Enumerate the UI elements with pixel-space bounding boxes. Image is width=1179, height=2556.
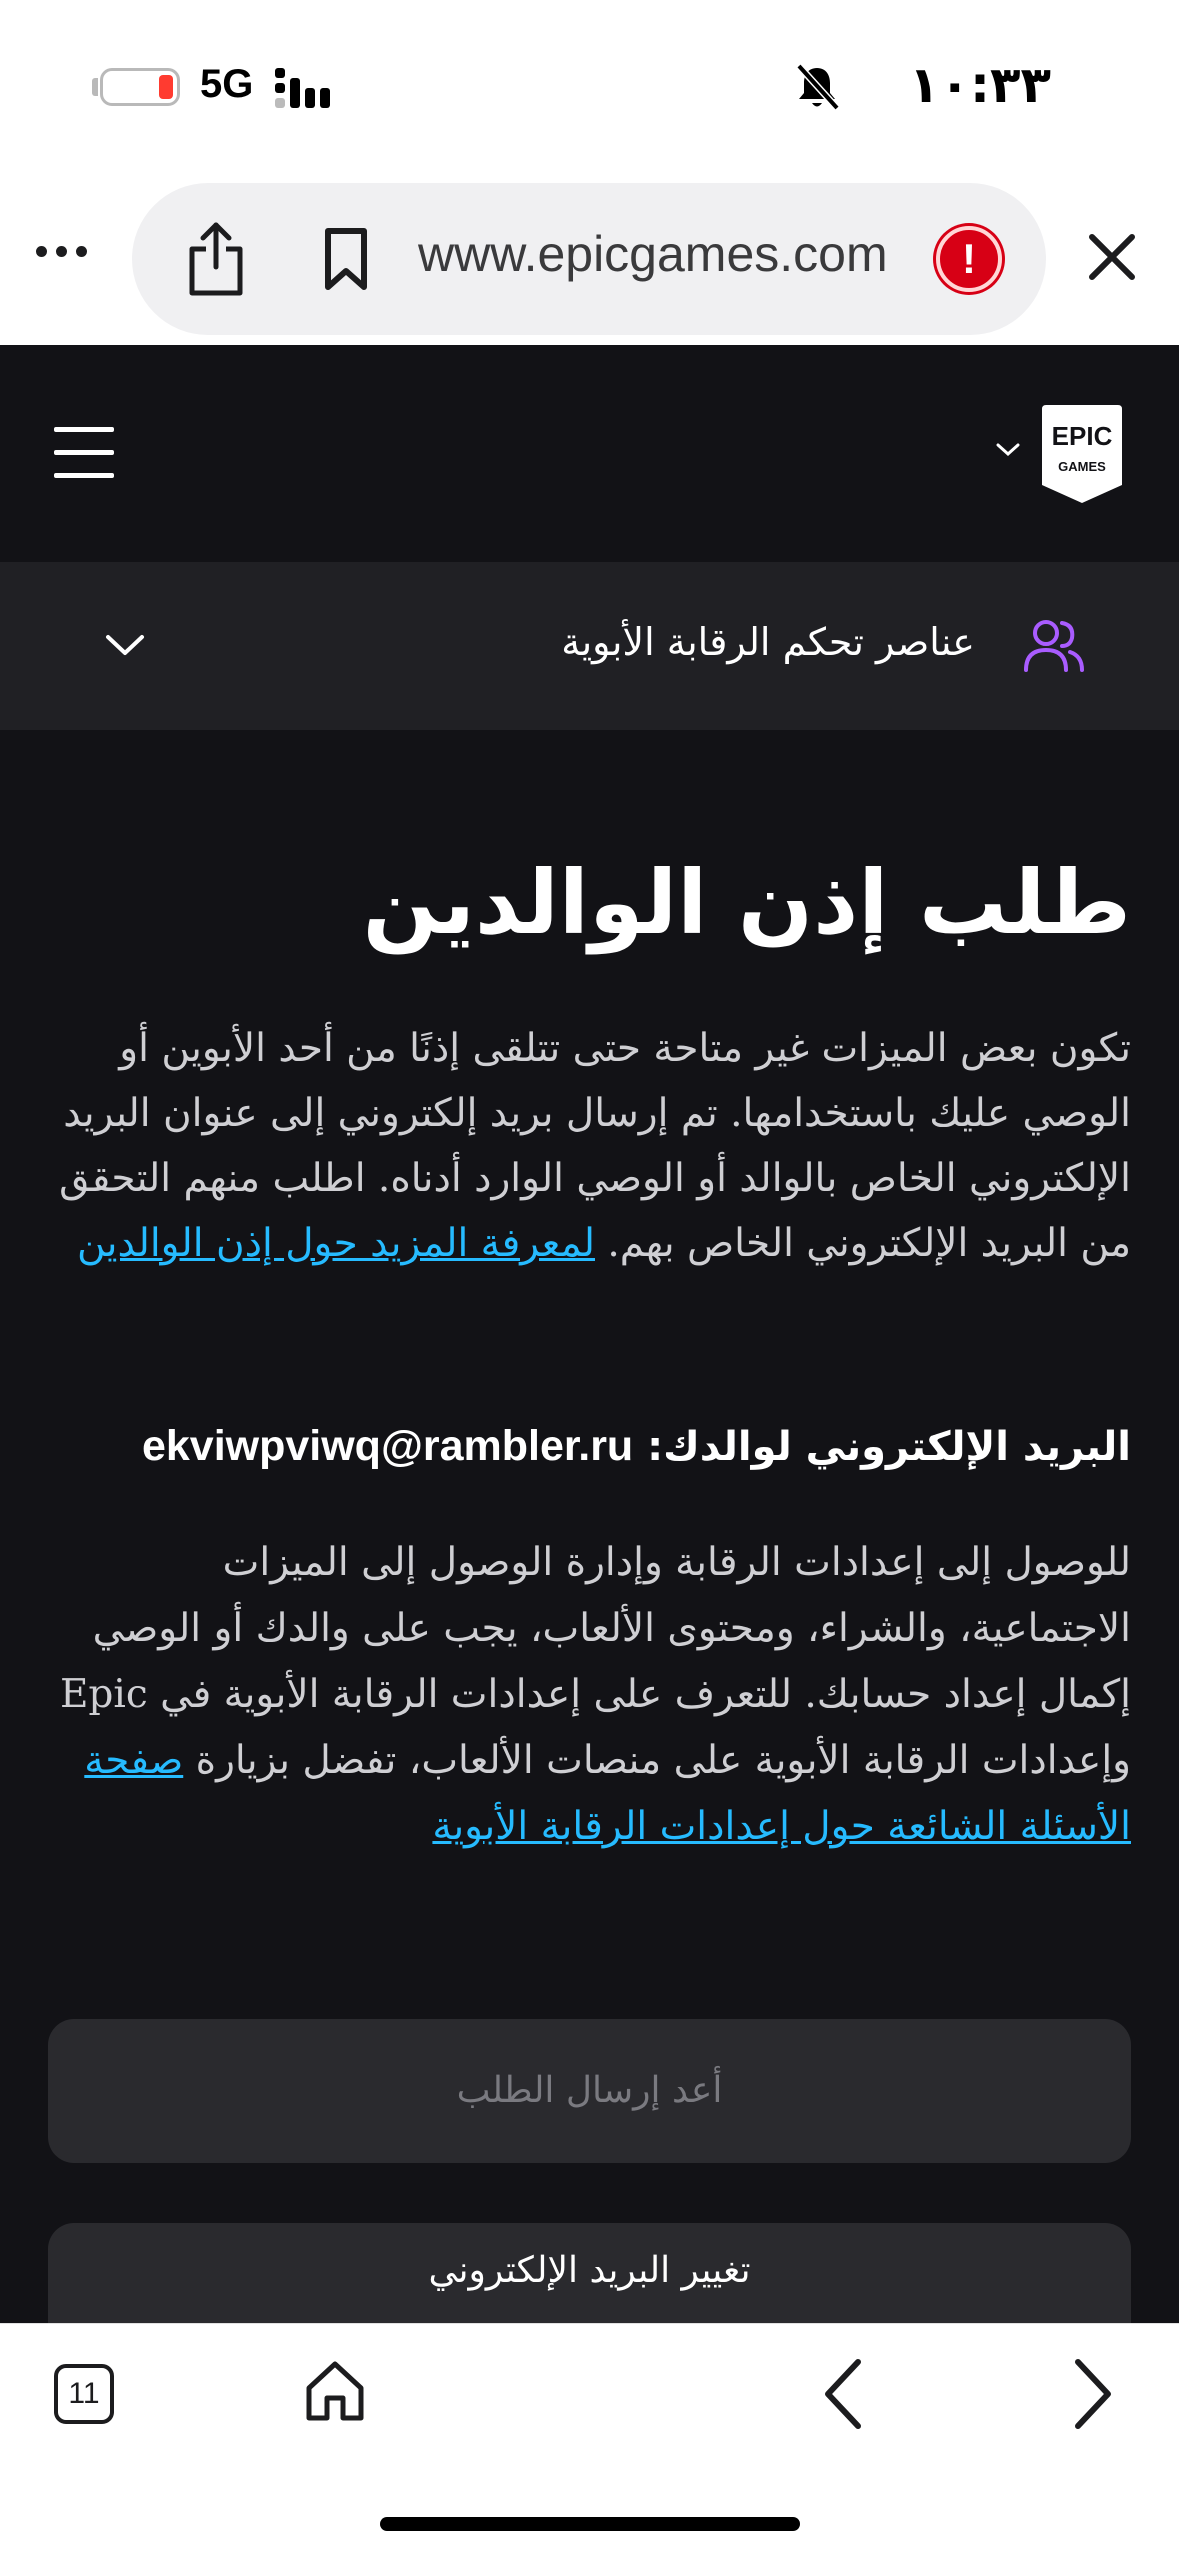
chevron-down-icon[interactable] xyxy=(994,439,1022,459)
browser-address-bar xyxy=(0,175,1179,345)
intro-paragraph xyxy=(48,1016,1131,1276)
tabs-icon[interactable]: 11 xyxy=(54,2364,114,2424)
intro-text: تكون بعض الميزات غير متاحة حتى تتلقى إذنًا من أحد الأبوين أو الوصي عليك باستخدامها. تم إرسال بريد إلكتروني إلى عنوان البريد الإلكتروني الخاص بالوالد أو الوصي الوارد أدناه. اطلب منهم التحقق من البريد الإلكتروني الخاص بهم. xyxy=(59,1026,1131,1266)
menu-icon[interactable] xyxy=(54,427,114,479)
learn-more-link[interactable]: لمعرفة المزيد حول إذن الوالدين xyxy=(76,1221,595,1266)
bookmark-icon[interactable] xyxy=(322,227,370,291)
battery-icon xyxy=(100,68,180,106)
resend-request-button[interactable]: أعد إرسال الطلب xyxy=(48,2019,1131,2163)
status-time: ١٠:٣٣ xyxy=(908,56,1051,114)
change-email-button[interactable]: تغيير البريد الإلكتروني xyxy=(48,2223,1131,2323)
network-type: 5G xyxy=(200,62,254,106)
main-content xyxy=(0,730,1179,2323)
parental-controls-dropdown[interactable] xyxy=(0,562,1179,730)
close-icon[interactable] xyxy=(1082,227,1142,287)
page-title: طلب إذن الوالدين xyxy=(362,851,1131,954)
info-text: للوصول إلى إعدادات الرقابة وإدارة الوصول إلى الميزات الاجتماعية، والشراء، ومحتوى الألعاب، يجب على والدك أو الوصي إكمال إعداد حسابك. للتعرف على إعدادات الرقابة الأبوية في Epic وإعدادات الرقابة الأبوية على منصات الألعاب، تفضل بزيارة xyxy=(59,1540,1131,1783)
home-icon[interactable] xyxy=(303,2358,367,2424)
battery-level-fill xyxy=(159,75,173,99)
parental-controls-faq-link[interactable]: صفحة الأسئلة الشائعة حول إعدادات الرقابة الأبوية xyxy=(84,1738,1131,1849)
home-indicator xyxy=(380,2517,800,2531)
url-pill[interactable] xyxy=(132,183,1046,335)
battery-tip xyxy=(92,78,98,96)
parent-email-label: البريد الإلكتروني لوالدك: xyxy=(647,1424,1131,1470)
warning-icon[interactable]: ! xyxy=(936,226,1002,292)
more-icon[interactable] xyxy=(36,231,96,271)
share-icon[interactable] xyxy=(184,221,248,297)
forward-icon[interactable] xyxy=(1068,2356,1118,2432)
parent-email-line xyxy=(48,1416,1131,1477)
bell-off-icon xyxy=(793,62,841,112)
logo-text-epic: EPIC xyxy=(1051,421,1113,451)
logo-text-games: GAMES xyxy=(1058,459,1106,474)
users-icon xyxy=(1022,616,1086,676)
signal-icon xyxy=(275,68,335,108)
chevron-down-icon[interactable] xyxy=(104,632,146,658)
info-paragraph xyxy=(48,1530,1131,1860)
browser-toolbar xyxy=(0,2323,1179,2556)
site-header xyxy=(0,345,1179,562)
url-text[interactable]: www.epicgames.com xyxy=(418,226,888,282)
epic-games-logo[interactable] xyxy=(1042,405,1122,503)
parental-controls-label: عناصر تحكم الرقابة الأبوية xyxy=(561,620,975,664)
status-bar xyxy=(0,0,1179,175)
back-icon[interactable] xyxy=(818,2356,868,2432)
parent-email-value: ekviwpviwq@rambler.ru xyxy=(141,1422,634,1470)
